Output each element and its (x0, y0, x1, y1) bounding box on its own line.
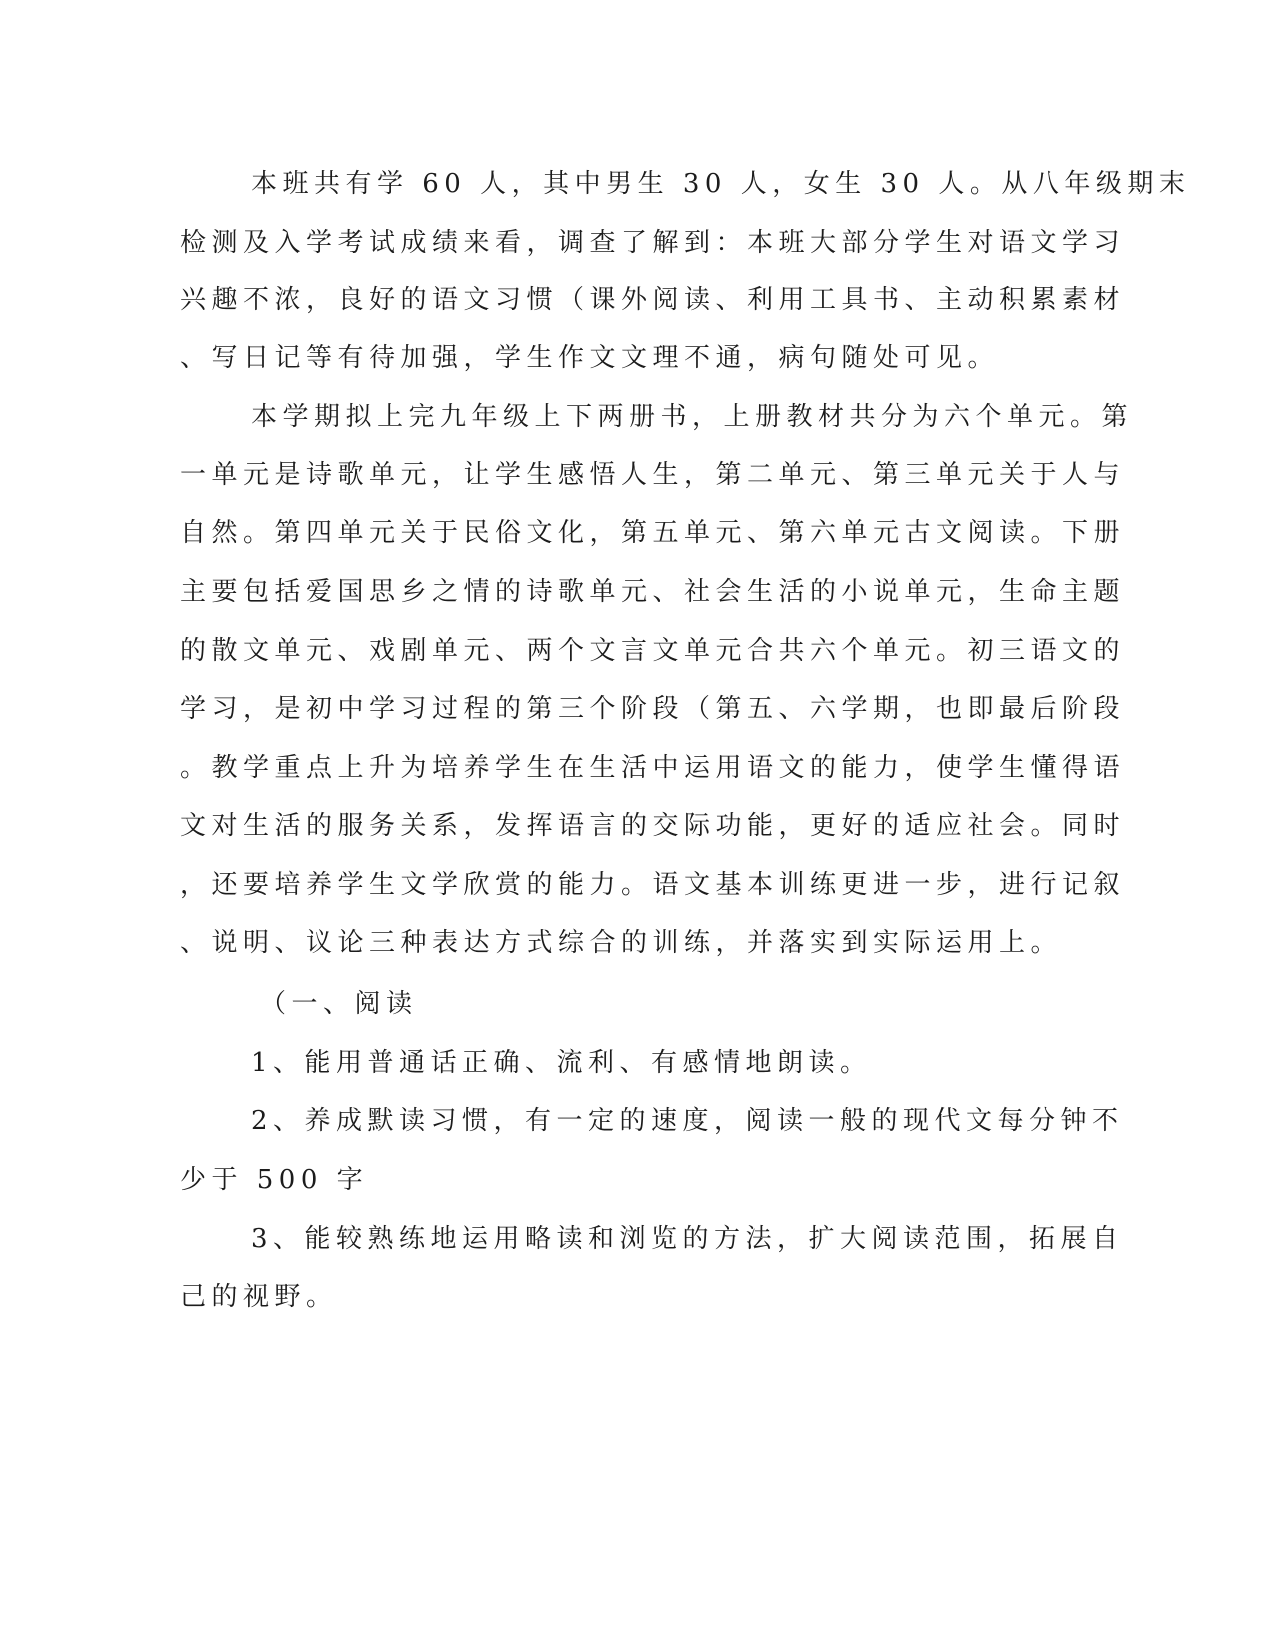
text-line: 的散文单元、戏剧单元、两个文言文单元合共六个单元。初三语文的 (180, 636, 1126, 666)
text-line: 。教学重点上升为培养学生在生活中运用语文的能力，使学生懂得语 (180, 753, 1126, 783)
text-line: 检测及入学考试成绩来看，调查了解到：本班大部分学生对语文学习 (180, 228, 1126, 258)
section-heading-reading: （一、阅读 (260, 989, 418, 1019)
text-line: ，还要培养学生文学欣赏的能力。语文基本训练更进一步，进行记叙 (180, 870, 1126, 900)
text-line: 本学期拟上完九年级上下两册书，上册教材共分为六个单元。第 (251, 402, 1134, 432)
text-line: 、写日记等有待加强，学生作文文理不通，病句随处可见。 (180, 343, 1000, 373)
text-line: 少于 500 字 (180, 1165, 369, 1195)
text-line: 学习，是初中学习过程的第三个阶段（第五、六学期，也即最后阶段 (180, 694, 1126, 724)
text-line: 、说明、议论三种表达方式综合的训练，并落实到实际运用上。 (180, 928, 1063, 958)
text-line: 己的视野。 (180, 1282, 338, 1312)
text-line: 2、养成默读习惯，有一定的速度，阅读一般的现代文每分钟不 (251, 1106, 1124, 1136)
text-line: 本班共有学 60 人，其中男生 30 人，女生 30 人。从八年级期末 (251, 169, 1191, 199)
reading-item-1: 1、能用普通话正确、流利、有感情地朗读。 (251, 1048, 872, 1078)
text-line: 主要包括爱国思乡之情的诗歌单元、社会生活的小说单元，生命主题 (180, 577, 1126, 607)
text-line: 文对生活的服务关系，发挥语言的交际功能，更好的适应社会。同时 (180, 811, 1126, 841)
text-line: 一单元是诗歌单元，让学生感悟人生，第二单元、第三单元关于人与 (180, 460, 1126, 490)
text-line: 3、能较熟练地运用略读和浏览的方法，扩大阅读范围，拓展自 (251, 1224, 1124, 1254)
text-line: 自然。第四单元关于民俗文化，第五单元、第六单元古文阅读。下册 (180, 518, 1126, 548)
text-line: 兴趣不浓，良好的语文习惯（课外阅读、利用工具书、主动积累素材 (180, 285, 1126, 315)
